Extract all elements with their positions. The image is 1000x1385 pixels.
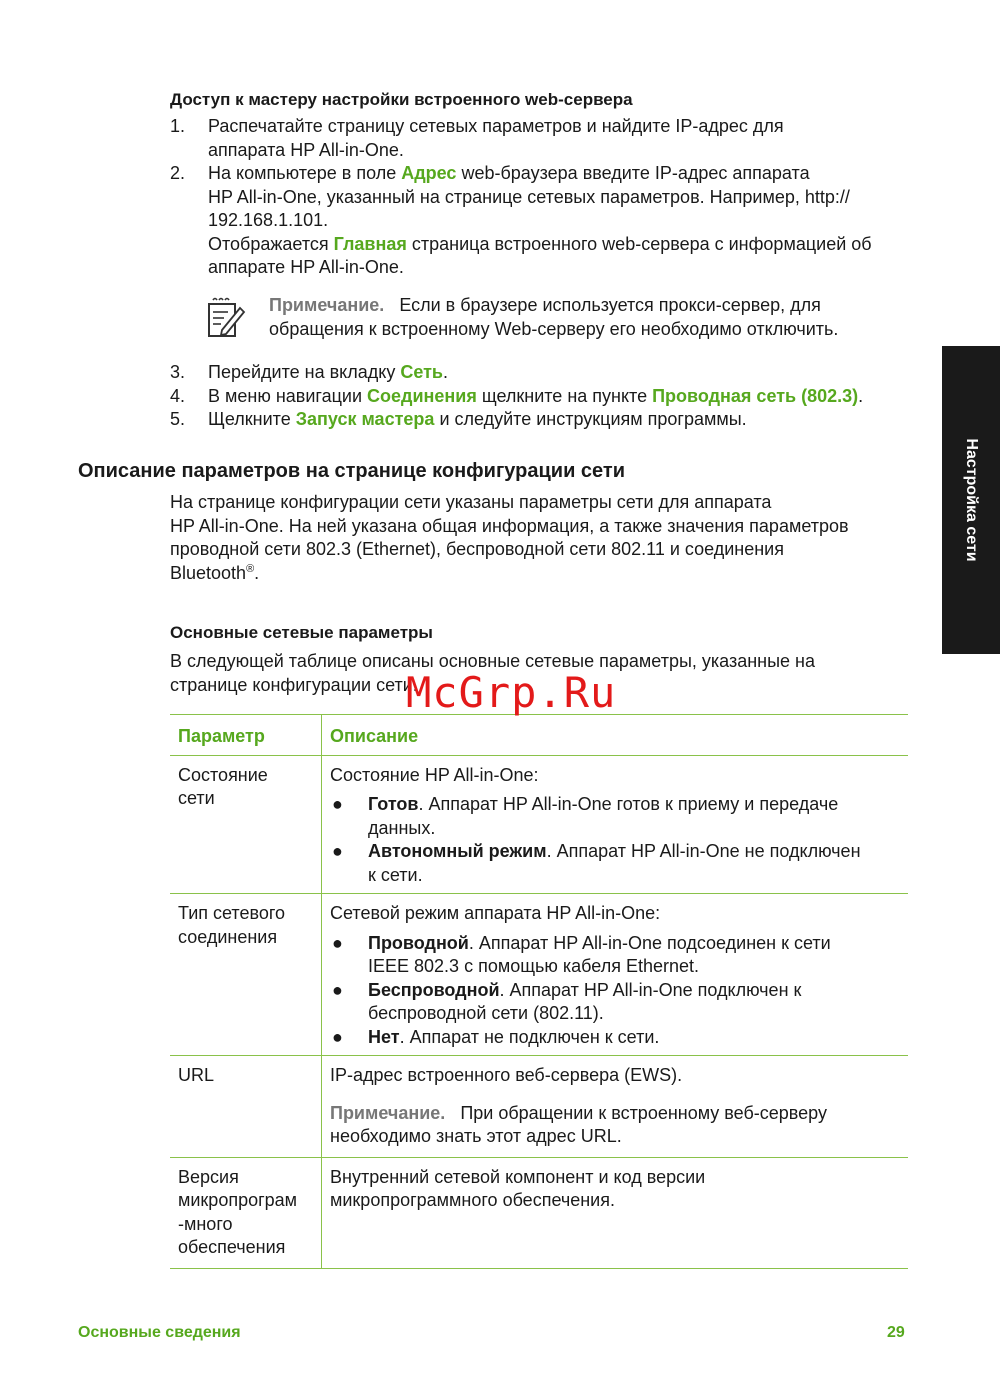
- section-title-config-page: Описание параметров на странице конфигурации сети: [78, 460, 626, 482]
- step-text: HP All-in-One, указанный на странице сетевых параметров. Например, http://: [208, 186, 850, 207]
- step-number: 5.: [170, 409, 186, 429]
- note-text: обращения к встроенному Web-серверу его необходимо отключить.: [269, 318, 839, 339]
- header-param: Параметр: [170, 715, 322, 756]
- note-text: Если в браузере используется прокси-сервер, для: [399, 295, 821, 315]
- step-5: 5. Щелкните Запуск мастера и следуйте инструкциям программы.: [170, 408, 930, 432]
- side-tab-label: Настройка сети: [962, 438, 980, 562]
- term-start-wizard: Запуск мастера: [295, 409, 435, 429]
- step-3: 3. Перейдите на вкладку Сеть.: [170, 361, 930, 385]
- list-item: ● Нет. Аппарат не подключен к сети.: [332, 1026, 660, 1047]
- side-chapter-tab: [942, 346, 1000, 654]
- network-params-table: [170, 714, 908, 1269]
- note-icon: [206, 296, 246, 340]
- steps-list-1: [170, 115, 930, 280]
- step-1: [170, 115, 930, 162]
- term-home: Главная: [333, 233, 407, 254]
- term-address: Адрес: [401, 163, 457, 183]
- param-cell: Версия микропрограм -много обеспечения: [170, 1157, 322, 1268]
- param-cell: Тип сетевого соединения: [170, 894, 322, 1056]
- step-text: 192.168.1.101.: [208, 210, 329, 230]
- step-number: 1.: [170, 116, 186, 136]
- section-title-ews-wizard: Доступ к мастеру настройки встроенного web-сервера: [170, 90, 633, 109]
- list-item: ● Проводной. Аппарат HP All-in-One подсоединен к сети IEEE 802.3 с помощью кабеля Ethernet.: [332, 932, 831, 976]
- section3-paragraph: В следующей таблице описаны основные сетевые параметры, указанные на странице конфигурации сети.: [170, 651, 816, 695]
- term-connections: Соединения: [367, 385, 477, 406]
- steps-list-2: [170, 361, 930, 432]
- step-number: 2.: [170, 163, 186, 183]
- table-row: [170, 755, 908, 894]
- list-item: ● Беспроводной. Аппарат HP All-in-One подключен к беспроводной сети (802.11).: [332, 979, 802, 1023]
- watermark: McGrp.Ru: [406, 668, 617, 717]
- list-item: ● Готов. Аппарат HP All-in-One готов к приему и передаче данных.: [332, 794, 839, 838]
- list-item: ● Автономный режим. Аппарат HP All-in-One не подключен к сети.: [332, 841, 861, 885]
- page-number: 29: [887, 1324, 905, 1341]
- step-text: аппарата HP All-in-One.: [208, 139, 404, 160]
- step-4: 4. В меню навигации Соединения щелкните на пункте Проводная сеть (802.3).: [170, 385, 930, 409]
- desc-cell: Внутренний сетевой компонент и код версии микропрограммного обеспечения.: [330, 1166, 706, 1210]
- section2-paragraph: На странице конфигурации сети указаны параметры сети для аппарата HP All-in-One. На ней указана общая информация, а также значения параметров проводной сети 802.3 (Ethernet), беспроводной сети 802.11 и соединения Bluetooth®.: [170, 492, 849, 583]
- footer-section-name: Основные сведения: [78, 1324, 241, 1341]
- table-row: [170, 1056, 908, 1158]
- note-label: Примечание.: [330, 1102, 446, 1123]
- param-cell: Состояние сети: [170, 755, 322, 894]
- section-title-basic-params: Основные сетевые параметры: [170, 623, 433, 642]
- header-desc: Описание: [330, 726, 419, 746]
- step-number: 3.: [170, 362, 186, 382]
- note-1: [269, 294, 909, 341]
- param-cell: URL: [170, 1056, 322, 1158]
- step-number: 4.: [170, 385, 186, 406]
- table-row: [170, 1157, 908, 1268]
- table-header-row: [170, 715, 908, 756]
- desc-cell: IP-адрес встроенного веб-сервера (EWS). Примечание. При обращении к встроенному веб-серверу необходимо знать этот адрес URL.: [330, 1065, 827, 1146]
- term-wired: Проводная сеть (802.3): [652, 385, 859, 406]
- step-text: На компьютере в поле Адрес web-браузера введите IP-адрес аппарата: [208, 163, 810, 183]
- note-label: Примечание.: [269, 295, 385, 315]
- step-text: Распечатайте страницу сетевых параметров и найдите IP-адрес для: [208, 116, 784, 136]
- step-text: Отображается Главная страница встроенного web-сервера с информацией об: [208, 233, 872, 254]
- term-network: Сеть: [400, 362, 443, 382]
- desc-cell: Сетевой режим аппарата HP All-in-One: ● Проводной. Аппарат HP All-in-One подсоединен к сети IEEE 802.3 с помощью кабеля Ethernet. ● Беспроводной. Аппарат HP All-in-One подключен к беспроводной сети (802.11). ● Нет. Аппарат не подключен к сети.: [322, 894, 909, 1056]
- step-text: аппарате HP All-in-One.: [208, 257, 404, 277]
- step-2: [170, 162, 930, 280]
- table-row: [170, 894, 908, 1056]
- desc-cell: Состояние HP All-in-One: ● Готов. Аппарат HP All-in-One готов к приему и передаче данных. ● Автономный режим. Аппарат HP All-in-One не подключен к сети.: [322, 755, 909, 894]
